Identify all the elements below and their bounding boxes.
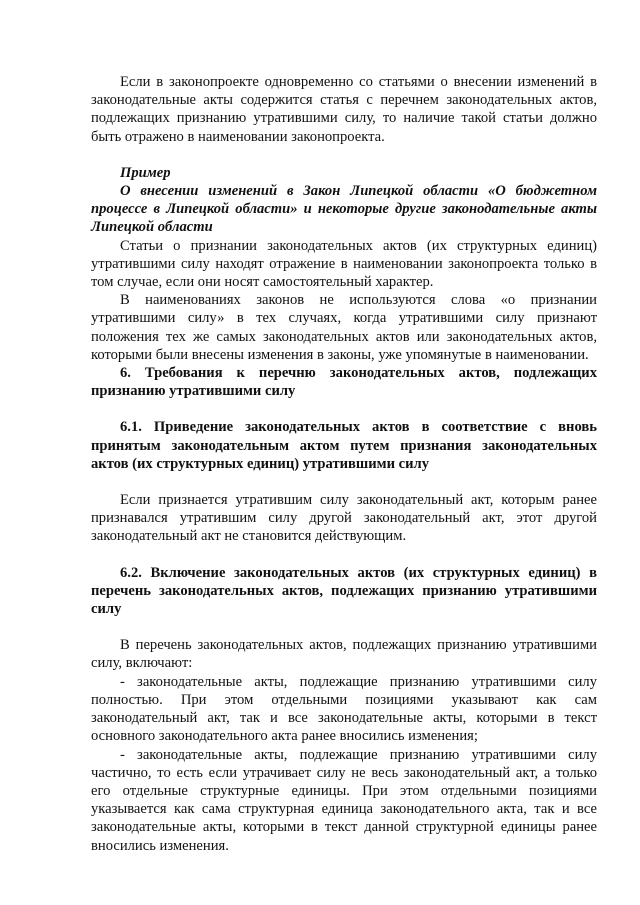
example-title: О внесении изменений в Закон Липецкой области «О бюджетном процессе в Липецкой области» и некоторые другие законодательные акты Липецкой области: [91, 183, 597, 236]
document-page: [91, 73, 597, 855]
paragraph-intro: Если в законопроекте одновременно со статьями о внесении изменений в законодательные акты содержится статья с перечнем законодательных актов, подлежащих признанию утратившими силу, то наличие такой статьи должно быть отражено в наименовании законопроекта.: [91, 74, 597, 145]
section-6-2-heading: 6.2. Включение законодательных актов (их структурных единиц) в перечень законодательных актов, подлежащих признанию утратившими силу: [91, 564, 597, 618]
example-label: Пример: [120, 164, 171, 181]
section-6-heading: 6. Требования к перечню законодательных актов, подлежащих признанию утратившими силу: [91, 365, 597, 400]
paragraph-structural-units: Статьи о признании законодательных актов (их структурных единиц) утратившими силу находят отражение в наименовании законопроекта только в том случае, если они носят самостоятельный характер.: [91, 237, 597, 291]
paragraph-list-intro: В перечень законодательных актов, подлежащих признанию утратившими силу, включают:: [91, 637, 597, 672]
paragraph-law-names: В наименованиях законов не используются слова «о признании утратившими силу» в тех случаях, когда утратившими силу признают положения тех же самых законодательных актов или законодательных актов, которыми были внесены изменения в законы, уже упомянутые в наименовании.: [91, 292, 597, 363]
paragraph-repealed-act: Если признается утратившим силу законодательный акт, которым ранее признавался утратившим силу другой законодательный акт, этот другой законодательный акт не становится действующим.: [91, 492, 597, 545]
list-item-full-repeal: - законодательные акты, подлежащие признанию утратившими силу полностью. При этом отдельными позициями указывают как сам законодательный акт, так и все законодательные акты, которыми в текст основного законодательного акта ранее вносились изменения;: [91, 673, 597, 745]
section-6-1-heading: 6.1. Приведение законодательных актов в соответствие с вновь принятым законодательным актом путем признания законодательных актов (их структурных единиц) утратившими силу: [91, 419, 597, 472]
list-item-partial-repeal: - законодательные акты, подлежащие признанию утратившими силу частично, то есть если утрачивает силу не весь законодательный акт, а только его отдельные структурные единицы. При этом отдельными позициями указывается как сама структурная единица законодательного акта, так и все законодательные акты, которыми в текст данной структурной единицы ранее вносились изменения.: [91, 746, 597, 854]
